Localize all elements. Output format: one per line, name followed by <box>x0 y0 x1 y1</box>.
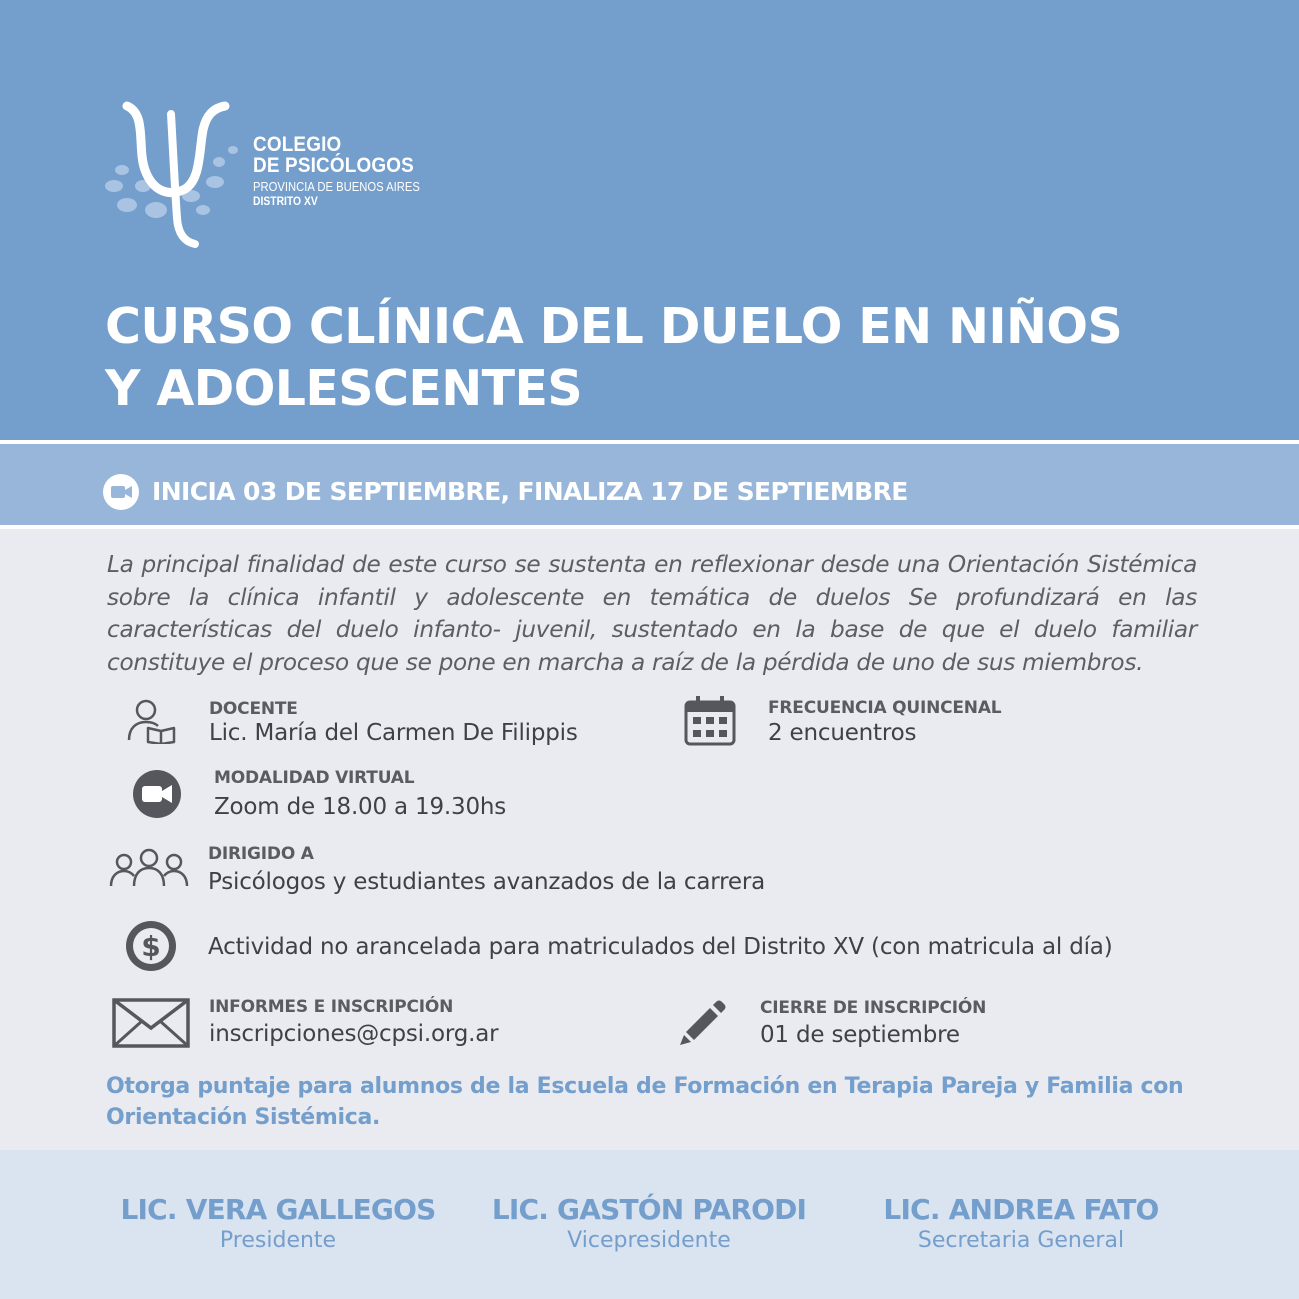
signature-name: LIC. GASTÓN PARODI <box>491 1193 807 1226</box>
credits-note: Otorga puntaje para alumnos de la Escuela de Formación en Terapia Pareja y Familia con Orientación Sistémica. <box>106 1074 1184 1130</box>
frequency-label: FRECUENCIA QUINCENAL <box>768 698 1002 718</box>
modality-label: MODALIDAD VIRTUAL <box>214 768 415 788</box>
contact-label: INFORMES E INSCRIPCIÓN <box>209 997 454 1017</box>
course-title-line-1: CURSO CLÍNICA DEL DUELO EN NIÑOS <box>105 298 1123 355</box>
logo-line-3: PROVINCIA DE BUENOS AIRES <box>253 180 420 194</box>
signature-name: LIC. ANDREA FATO <box>883 1193 1159 1226</box>
signature-secretary <box>831 1193 1211 1253</box>
modality-value: Zoom de 18.00 a 19.30hs <box>214 794 507 820</box>
divider <box>0 525 1299 529</box>
audience-value: Psicólogos y estudiantes avanzados de la carrera <box>208 869 765 895</box>
logo <box>103 100 443 250</box>
contact-email[interactable]: inscripciones@cpsi.org.ar <box>209 1021 499 1047</box>
frequency-value: 2 encuentros <box>768 720 917 746</box>
deadline-label: CIERRE DE INSCRIPCIÓN <box>760 998 987 1018</box>
psi-symbol-icon <box>103 100 253 250</box>
svg-text:$: $ <box>141 930 161 963</box>
logo-line-4: DISTRITO XV <box>253 196 318 208</box>
course-description: La principal finalidad de este curso se sustenta en reflexionar desde una Orientación Sistémica sobre la clínica infantil y adolescente en temática de duelos Se profundizará en las características del duelo infanto- juvenil, sustentado en la base de que el duelo familiar constituye el proceso que se pone en marcha a raíz de la pérdida de uno de sus miembros. <box>107 551 1197 676</box>
course-title-line-2: Y ADOLESCENTES <box>105 360 583 417</box>
pencil-icon <box>678 998 728 1046</box>
video-camera-icon <box>103 474 139 510</box>
deadline-value: 01 de septiembre <box>760 1022 960 1048</box>
teacher-reading-icon <box>126 698 176 744</box>
dollar-icon <box>124 919 178 973</box>
signature-name: LIC. VERA GALLEGOS <box>120 1193 436 1226</box>
signature-role: Vicepresidente <box>567 1228 731 1253</box>
signature-role: Presidente <box>219 1228 337 1253</box>
teacher-value: Lic. María del Carmen De Filippis <box>209 720 578 746</box>
course-dates: INICIA 03 DE SEPTIEMBRE, FINALIZA 17 DE SEPTIEMBRE <box>152 477 908 506</box>
group-icon <box>108 848 190 888</box>
signature-vicepresident <box>459 1193 839 1253</box>
audience-label: DIRIGIDO A <box>208 844 314 864</box>
video-camera-icon <box>132 769 182 819</box>
fee-value: Actividad no arancelada para matriculados del Distrito XV (con matricula al día) <box>208 934 1113 960</box>
logo-line-1: COLEGIO <box>253 133 342 156</box>
logo-line-2: DE PSICÓLOGOS <box>253 154 414 177</box>
signature-president <box>88 1193 468 1253</box>
calendar-icon <box>684 696 736 746</box>
signature-role: Secretaria General <box>917 1228 1125 1253</box>
course-title <box>105 296 1205 420</box>
envelope-icon <box>112 998 190 1048</box>
teacher-label: DOCENTE <box>209 699 298 719</box>
